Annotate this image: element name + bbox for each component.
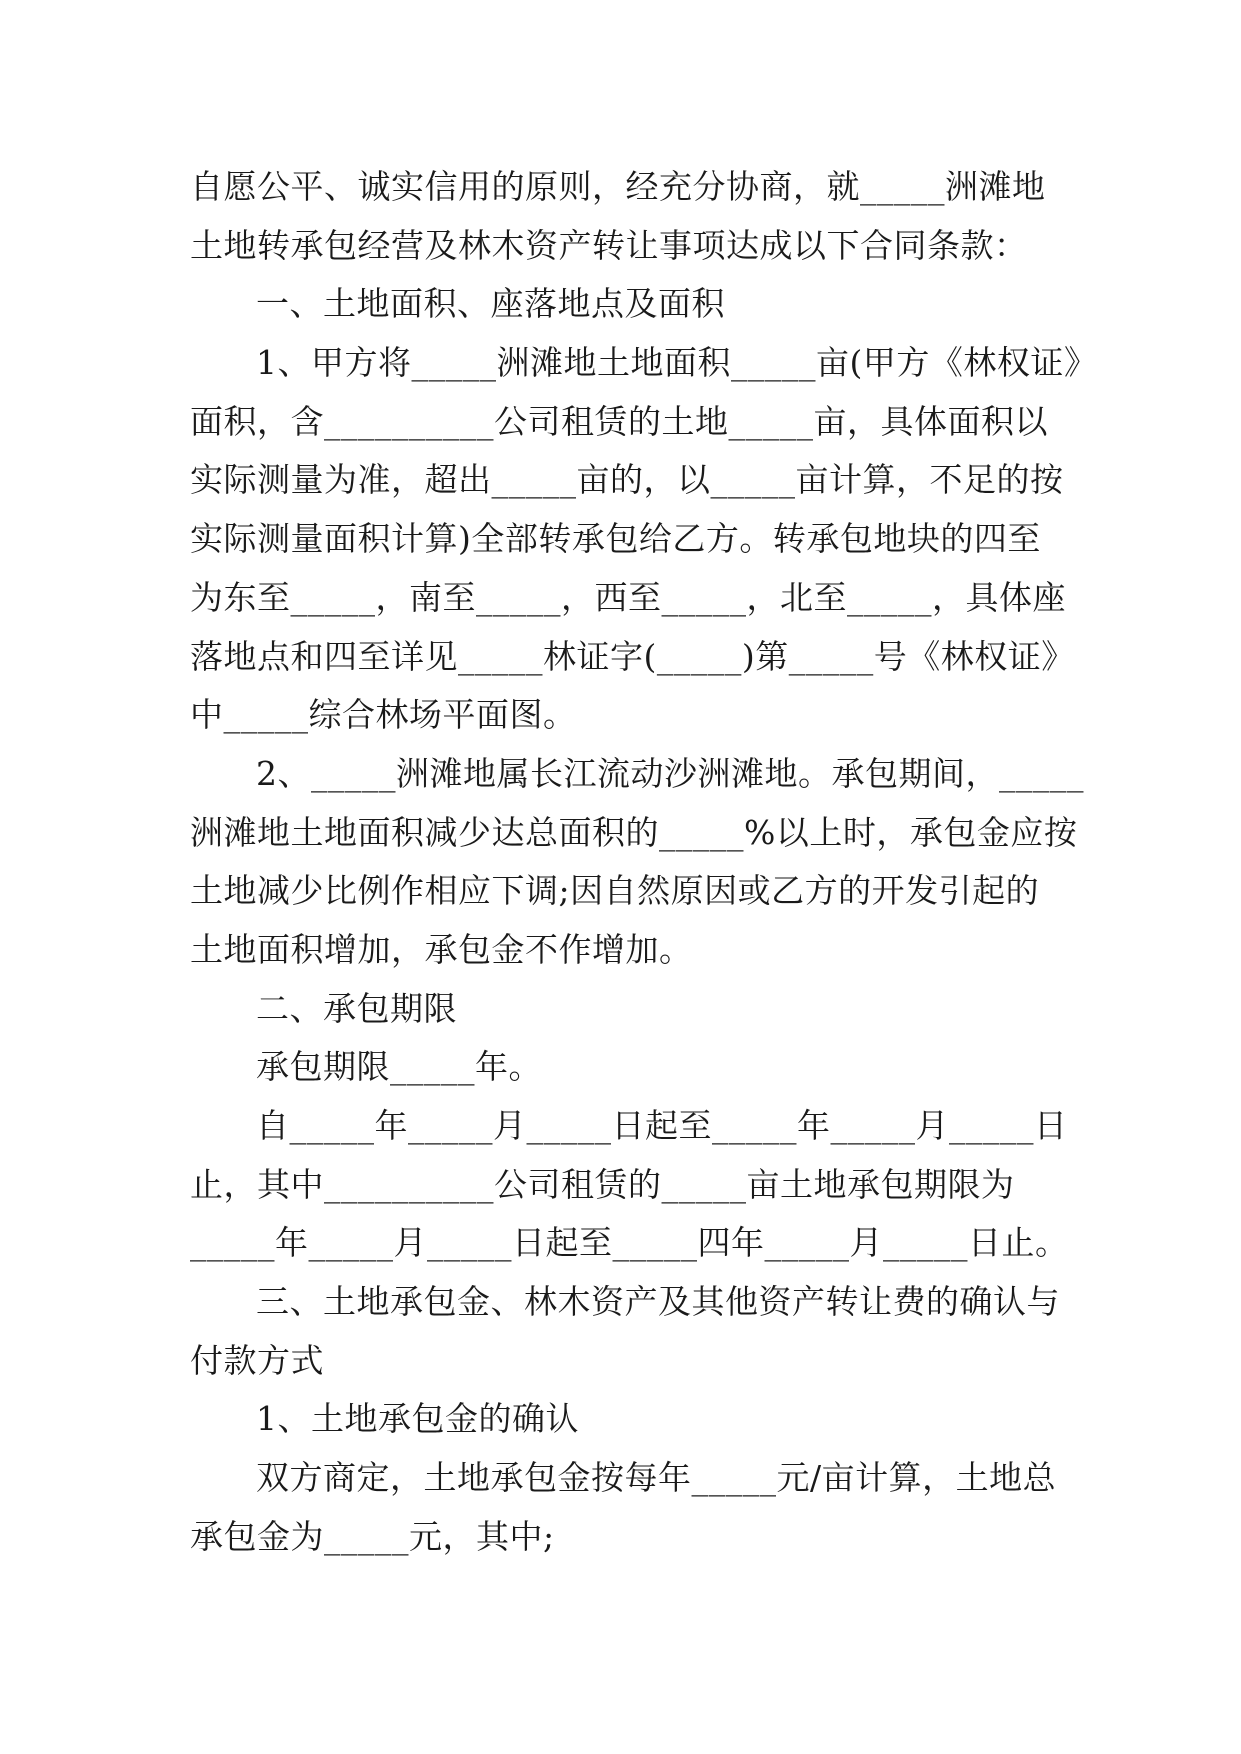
text-line: 自愿公平、诚实信用的原则，经充分协商，就_____洲滩地 [190,167,1046,206]
text-line: 承包期限_____年。 [256,1047,542,1087]
text-line: 土地转承包经营及林木资产转让事项达成以下合同条款： [190,225,1028,265]
text-line: _____年_____月_____日起至_____四年_____月_____日止。 [190,1223,1069,1263]
text-line: 土地减少比例作相应下调;因自然原因或乙方的开发引起的 [190,871,1040,911]
text-line: 面积，含__________公司租赁的土地_____亩，具体面积以 [190,401,1048,441]
text-line: 中_____综合林场平面图。 [190,695,577,735]
section-heading: 一、土地面积、座落地点及面积 [256,284,725,324]
subsection-heading: 1、土地承包金的确认 [256,1399,579,1439]
text-line: 承包金为_____元，其中; [190,1516,555,1556]
text-line: 为东至_____，南至_____，西至_____，北至_____，具体座 [190,577,1066,617]
text-line: 洲滩地土地面积减少达总面积的_____%以上时，承包金应按 [190,812,1078,852]
text-line: 1、甲方将_____洲滩地土地面积_____亩(甲方《林权证》 [256,343,1098,383]
text-line: 实际测量为准，超出_____亩的，以_____亩计算，不足的按 [190,460,1064,500]
section-heading: 二、承包期限 [256,988,457,1028]
text-line: 付款方式 [190,1340,324,1380]
text-line: 止，其中__________公司租赁的_____亩土地承包期限为 [190,1164,1015,1204]
text-line: 双方商定，土地承包金按每年_____元/亩计算，土地总 [256,1458,1057,1498]
text-line: 实际测量面积计算)全部转承包给乙方。转承包地块的四至 [190,519,1041,559]
contract-body-text [190,158,1098,1567]
text-line: 土地面积增加，承包金不作增加。 [190,929,693,969]
text-line: 自_____年_____月_____日起至_____年_____月_____日 [256,1106,1068,1145]
section-heading: 三、土地承包金、林木资产及其他资产转让费的确认与 [256,1282,1060,1322]
text-line: 落地点和四至详见_____林证字(_____)第_____号《林权证》 [190,636,1075,676]
text-line: 2、_____洲滩地属长江流动沙洲滩地。承包期间，_____ [256,753,1084,793]
